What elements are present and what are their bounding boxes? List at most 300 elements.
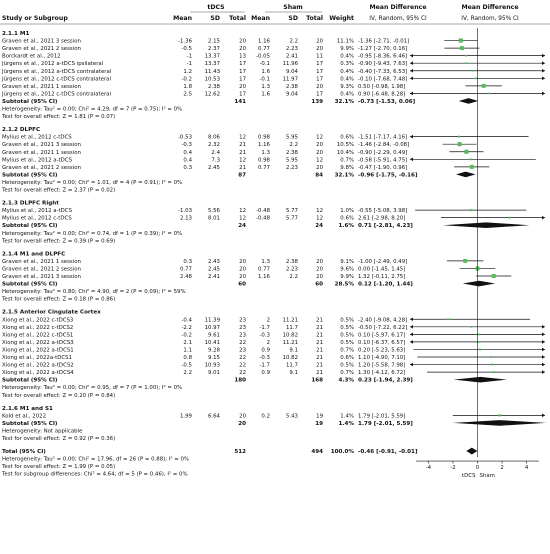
header-group-tdcs: tDCS xyxy=(207,4,225,11)
weight: 0.5% xyxy=(340,317,354,324)
stat-note: Test for subgroup differences: Chi² = 4.64, df = 5 (P = 0.46), I² = 0% xyxy=(2,471,188,478)
ci-text: 0.10 [-6.37, 6.57] xyxy=(358,339,406,346)
total-1: 60 xyxy=(238,281,246,288)
favours-right-label: Sham xyxy=(479,473,495,480)
weight: 0.6% xyxy=(340,355,354,361)
study-label: Jürgens et al., 2012 c-tDCS contralateral xyxy=(2,91,111,98)
point-estimate xyxy=(464,150,468,154)
point-estimate xyxy=(460,46,464,50)
sd-2: 5.95 xyxy=(285,157,298,164)
sd-1: 2.43 xyxy=(207,258,220,265)
point-estimate xyxy=(458,136,460,138)
ci-text: -0.50 [-7.22, 6.22] xyxy=(358,324,408,331)
mean-2: -0.05 xyxy=(256,53,270,60)
sd-2: 10.82 xyxy=(282,332,298,339)
study-label: Xiong et al., 2022 a-tDCS3 xyxy=(2,339,74,346)
total-1: 17 xyxy=(239,91,246,98)
total-diamond xyxy=(466,448,477,455)
mean-1: -1.36 xyxy=(178,38,192,45)
weight: 0.7% xyxy=(340,370,354,377)
study-label: Mylius et al., 2012 c-tDCS xyxy=(2,134,72,141)
total-2: 21 xyxy=(316,317,323,324)
sd-1: 5.56 xyxy=(207,208,220,215)
mean-2: 0.9 xyxy=(261,370,270,377)
sd-2: 5.77 xyxy=(285,208,298,215)
sd-2: 2.23 xyxy=(285,164,298,171)
mean-2: 0.9 xyxy=(261,347,270,354)
weight: 32.1% xyxy=(334,98,354,105)
point-estimate xyxy=(465,55,467,57)
point-estimate xyxy=(466,62,468,64)
tick-label: -2 xyxy=(450,465,456,472)
ci-arrow xyxy=(410,92,413,96)
sd-1: 9.61 xyxy=(207,332,220,339)
mean-1: -0.53 xyxy=(178,134,192,141)
sd-1: 9.01 xyxy=(207,370,220,377)
total-2: 19 xyxy=(316,413,323,420)
mean-2: 0.2 xyxy=(261,413,270,420)
total-2: 17 xyxy=(316,91,323,98)
subtotal-diamond xyxy=(454,377,507,383)
weight: 0.7% xyxy=(340,347,354,354)
sd-1: 10.93 xyxy=(204,362,220,369)
header-total-1: Total xyxy=(229,15,246,22)
point-estimate xyxy=(463,259,467,263)
weight: 0.3% xyxy=(340,61,354,68)
mean-2: 1.6 xyxy=(261,91,270,98)
ci-arrow xyxy=(410,333,413,337)
mean-2: 0.77 xyxy=(257,46,270,53)
point-estimate xyxy=(492,274,496,278)
stat-note: Heterogeneity: Tau² = 0.80; Chi² = 4.90, df = 2 (P = 0.09); I² = 59% xyxy=(2,289,186,296)
sd-2: 2.2 xyxy=(289,274,298,280)
sd-2: 5.43 xyxy=(285,413,298,420)
sd-1: 2.4 xyxy=(211,149,220,156)
mean-2: 2 xyxy=(266,317,270,324)
total-1: 13 xyxy=(239,53,246,60)
subtotal-label: Subtotal (95% CI) xyxy=(2,281,58,288)
study-label: Xiong et al., 2022 c-tDCS1 xyxy=(2,332,74,339)
weight: 1.4% xyxy=(338,420,354,427)
total-2: 19 xyxy=(315,420,323,427)
stat-note: Heterogeneity: Tau² = 0.00; Chi² = 17.96, df = 26 (P = 0.88); I² = 0% xyxy=(2,456,190,463)
ci-text: 0.12 [-1.20, 1.44] xyxy=(358,281,413,288)
study-label: Jürgens et al., 2012 a-tDCS ipsilateral xyxy=(2,61,104,68)
point-estimate xyxy=(447,318,449,320)
study-label: Xiong et al., 2022 a-tDCS1 xyxy=(2,347,74,354)
total-2: 12 xyxy=(316,134,323,141)
total-2: 17 xyxy=(316,76,323,83)
sd-1: 2.45 xyxy=(207,266,220,273)
total-1: 21 xyxy=(239,149,246,156)
sd-2: 2.38 xyxy=(285,83,298,90)
total-2: 168 xyxy=(311,377,323,384)
ci-arrow xyxy=(542,77,545,81)
total-1: 23 xyxy=(239,317,246,324)
ci-text: 0.90 [-6.48, 8.28] xyxy=(358,91,406,98)
stat-note: Test for overall effect: Z = 0.92 (P = 0.36) xyxy=(2,436,116,442)
weight: 0.6% xyxy=(340,215,354,222)
ci-arrow xyxy=(542,325,545,329)
total-2: 12 xyxy=(316,215,323,222)
mean-1: 2.2 xyxy=(183,370,192,377)
sd-1: 10.53 xyxy=(204,76,220,83)
mean-2: -1.7 xyxy=(259,362,270,369)
mean-1: 2.5 xyxy=(183,91,192,98)
ci-arrow xyxy=(410,340,413,344)
forest-rows xyxy=(1,28,546,478)
ci-text: 0.00 [-1.45, 1.45] xyxy=(358,266,406,273)
mean-2: 1.16 xyxy=(257,274,270,280)
ci-arrow xyxy=(410,69,413,73)
point-estimate xyxy=(459,38,463,42)
point-estimate xyxy=(498,414,500,416)
stat-note: Heterogeneity: Tau² = 0.00; Chi² = 0.95, df = 7 (P = 1.00); I² = 0% xyxy=(2,385,183,392)
subtotal-label: Subtotal (95% CI) xyxy=(2,377,58,384)
sd-1: 2.41 xyxy=(207,274,220,280)
tick-label: 2 xyxy=(500,465,504,472)
total-2: 20 xyxy=(316,258,323,265)
stat-note: Test for overall effect: Z = 1.81 (P = 0.07) xyxy=(2,114,116,121)
subtotal-label: Subtotal (95% CI) xyxy=(2,172,58,179)
weight: 9.1% xyxy=(340,258,354,265)
mean-2: 1.16 xyxy=(257,38,270,45)
mean-1: -0.3 xyxy=(181,142,192,149)
ci-arrow xyxy=(542,370,545,374)
header-md-left: Mean Difference xyxy=(369,4,427,11)
ci-text: -0.96 [-1.75, -0.16] xyxy=(358,172,418,179)
x-axis xyxy=(416,461,539,479)
point-estimate xyxy=(482,84,486,88)
ci-arrow xyxy=(410,317,413,321)
sd-2: 2.2 xyxy=(289,38,298,45)
point-estimate xyxy=(458,142,462,146)
mean-2: -0.48 xyxy=(256,208,270,215)
mean-2: 1.3 xyxy=(261,83,270,90)
total-1: 21 xyxy=(239,142,246,149)
weight: 28.5% xyxy=(334,281,354,288)
ci-text: 1.30 [-4.12, 6.72] xyxy=(358,370,406,377)
total-2: 494 xyxy=(311,449,323,456)
ci-text: 1.10 [-4.90, 7.10] xyxy=(358,355,406,361)
ci-text: -0.90 [-2.29, 0.49] xyxy=(358,149,408,156)
ci-arrow xyxy=(542,216,545,220)
ci-text: 1.32 [-0.11, 2.75] xyxy=(358,274,406,280)
study-label: Graven et al., 2021 1 session xyxy=(2,149,81,156)
total-1: 22 xyxy=(239,362,246,369)
ci-text: 0.20 [-5.23, 5.63] xyxy=(358,347,406,354)
ci-text: -0.73 [-1.53, 0.06] xyxy=(358,98,416,105)
ci-arrow xyxy=(542,69,545,73)
study-label: Graven et al., 2021 1 session xyxy=(2,83,81,90)
study-label: Jürgens et al., 2012 c-tDCS contralateral xyxy=(2,76,111,83)
mean-1: 1.8 xyxy=(183,83,192,90)
total-1: 20 xyxy=(239,413,246,420)
study-label: Mylius et al., 2012 a-tDCS xyxy=(2,157,72,164)
sd-2: 5.77 xyxy=(285,215,298,222)
weight: 1.0% xyxy=(340,208,354,215)
total-2: 17 xyxy=(316,68,323,75)
total-2: 21 xyxy=(316,332,323,339)
sd-2: 11.96 xyxy=(282,61,298,68)
subgroup-title: 2.1.2 DLPFC xyxy=(2,127,41,134)
total-1: 22 xyxy=(239,339,246,346)
header-total-2: Total xyxy=(306,15,323,22)
study-label: Graven et al., 2021 2 session xyxy=(2,164,81,171)
total-1: 141 xyxy=(234,98,246,105)
point-estimate xyxy=(470,326,472,328)
ci-arrow xyxy=(410,363,413,367)
total-1: 20 xyxy=(239,38,246,45)
mean-2: 1.3 xyxy=(261,258,270,265)
mean-1: 0.3 xyxy=(183,258,192,265)
weight: 11.1% xyxy=(336,38,354,45)
total-2: 21 xyxy=(316,347,323,354)
point-estimate xyxy=(478,333,480,335)
weight: 0.7% xyxy=(340,157,354,164)
stat-note: Test for overall effect: Z = 0.39 (P = 0.69) xyxy=(2,238,116,245)
ci-arrow xyxy=(542,92,545,96)
weight: 0.5% xyxy=(340,339,354,346)
weight: 0.5% xyxy=(340,324,354,331)
sd-2: 10.82 xyxy=(282,355,298,361)
mean-1: 1.1 xyxy=(183,347,192,354)
weight: 4.3% xyxy=(338,377,354,384)
stat-note: Test for overall effect: Z = 1.99 (P = 0.05) xyxy=(2,464,116,471)
ci-arrow xyxy=(410,54,413,58)
sd-2: 11.7 xyxy=(285,362,298,369)
subtotal-label: Subtotal (95% CI) xyxy=(2,98,58,105)
ci-arrow xyxy=(410,158,413,162)
subtotal-diamond xyxy=(456,172,476,178)
sd-1: 9.15 xyxy=(207,355,220,361)
subtotal-diamond xyxy=(463,281,495,287)
sd-1: 11.43 xyxy=(204,68,220,75)
sd-1: 2.38 xyxy=(207,83,220,90)
total-2: 20 xyxy=(316,274,323,280)
mean-1: 0.8 xyxy=(183,355,192,361)
total-1: 12 xyxy=(239,215,246,222)
total-2: 20 xyxy=(316,46,323,53)
header-weight: Weight xyxy=(329,15,354,22)
ci-arrow xyxy=(542,348,545,352)
weight: 9.8% xyxy=(340,164,354,171)
total-2: 24 xyxy=(315,223,323,230)
subgroup-title: 2.1.4 M1 and DLPFC xyxy=(2,251,66,258)
subgroup-title: 2.1.3 DLPFC Right xyxy=(2,200,59,207)
stat-note: Test for overall effect: Z = 0.20 (P = 0.84) xyxy=(2,392,116,399)
weight: 0.4% xyxy=(340,76,354,83)
mean-1: -1 xyxy=(186,53,192,60)
header-sd-2: SD xyxy=(288,15,298,22)
total-1: 21 xyxy=(239,164,246,171)
study-label: Xiong et al., 2022 c-tDCS3 xyxy=(2,317,74,324)
study-label: Graven et al., 2021 1 session xyxy=(2,258,81,265)
total-2: 60 xyxy=(315,281,323,288)
total-2: 12 xyxy=(316,208,323,215)
ci-text: -0.46 [-0.91, -0.01] xyxy=(358,449,418,456)
total-2: 12 xyxy=(316,157,323,164)
weight: 9.3% xyxy=(340,83,354,90)
total-2: 84 xyxy=(315,172,323,179)
total-1: 22 xyxy=(239,370,246,377)
ci-text: 0.23 [-1.94, 2.39] xyxy=(358,377,413,384)
mean-1: -1 xyxy=(186,61,192,68)
total-2: 21 xyxy=(316,324,323,331)
weight: 0.5% xyxy=(340,362,354,369)
weight: 10.5% xyxy=(336,142,354,149)
ci-arrow xyxy=(542,340,545,344)
mean-1: -0.5 xyxy=(181,362,192,369)
mean-2: -1.7 xyxy=(259,324,270,331)
ci-arrow xyxy=(542,355,545,359)
mean-2: 1.16 xyxy=(257,142,270,149)
sd-2: 2.23 xyxy=(285,46,298,53)
header-study: Study or Subgroup xyxy=(2,15,68,22)
sd-1: 10.97 xyxy=(204,324,220,331)
total-1: 20 xyxy=(239,266,246,273)
sd-1: 11.39 xyxy=(204,317,220,324)
point-estimate xyxy=(491,364,493,366)
sd-1: 2.45 xyxy=(207,164,220,171)
total-label: Total (95% CI) xyxy=(2,449,46,456)
stat-note: Heterogeneity: Tau² = 0.00; Chi² = 4.29, df = 7 (P = 0.75); I² = 0% xyxy=(2,106,183,113)
total-2: 20 xyxy=(316,38,323,45)
weight: 9.6% xyxy=(340,266,354,273)
weight: 0.5% xyxy=(340,332,354,339)
header-md-right-sub: IV, Random, 95% CI xyxy=(461,16,519,22)
total-1: 180 xyxy=(234,377,246,384)
mean-2: 0.98 xyxy=(257,134,270,141)
subgroup-title: 2.1.6 M1 and S1 xyxy=(2,405,53,412)
mean-2: 0.77 xyxy=(257,164,270,171)
sd-1: 10.41 xyxy=(204,339,220,346)
point-estimate xyxy=(472,70,474,72)
study-label: Xiong et al., 2022 c-tDCS2 xyxy=(2,324,74,331)
weight: 0.4% xyxy=(340,53,354,60)
point-estimate xyxy=(469,158,471,160)
ci-text: -0.58 [-5.91, 4.75] xyxy=(358,157,408,164)
ci-text: 1.20 [-5.58, 7.98] xyxy=(358,362,406,369)
mean-1: -0.5 xyxy=(181,46,192,53)
mean-1: 2.13 xyxy=(179,215,192,222)
sd-2: 11.97 xyxy=(282,76,298,83)
subtotal-diamond xyxy=(443,222,529,228)
sd-2: 5.95 xyxy=(285,134,298,141)
ci-text: -0.90 [-9.43, 7.63] xyxy=(358,61,408,68)
mean-1: 2.1 xyxy=(183,339,192,346)
mean-2: 1.3 xyxy=(261,149,270,156)
point-estimate xyxy=(478,341,480,343)
subgroup-title: 2.1.1 M1 xyxy=(2,31,30,37)
sd-1: 2.37 xyxy=(207,46,220,53)
weight: 0.4% xyxy=(340,68,354,75)
mean-1: -2.2 xyxy=(181,324,192,331)
sd-1: 6.64 xyxy=(207,413,220,420)
sd-2: 11.21 xyxy=(282,339,298,346)
total-2: 20 xyxy=(316,83,323,90)
total-2: 17 xyxy=(316,61,323,68)
sd-2: 2.2 xyxy=(289,142,298,149)
study-label: Graven et al., 2021 3 session xyxy=(2,142,81,149)
total-1: 20 xyxy=(239,274,246,280)
total-1: 12 xyxy=(239,157,246,164)
study-label: Graven et al., 2021 2 session xyxy=(2,46,81,53)
ci-text: 0.71 [-2.81, 4.23] xyxy=(358,223,413,230)
sd-1: 7.3 xyxy=(211,157,220,164)
tick-label: -4 xyxy=(425,465,432,472)
study-label: Xiong et al., 2022a-tDCS1 xyxy=(2,355,72,361)
study-label: Xiong et al., 2022 a-tDCS4 xyxy=(2,370,74,377)
stat-note: Heterogeneity: Tau² = 0.00; Chi² = 0.74, df = 1 (P = 0.39); I² = 0% xyxy=(2,230,183,237)
total-1: 23 xyxy=(239,347,246,354)
study-label: Jürgens et al., 2012 a-tDCS contralateral xyxy=(2,68,112,75)
subtotal-diamond xyxy=(459,98,479,104)
study-label: Xiong et al., 2022 a-tDCS2 xyxy=(2,362,74,369)
ci-arrow xyxy=(542,363,545,367)
sd-2: 9.1 xyxy=(289,347,298,354)
total-1: 20 xyxy=(238,420,246,427)
mean-2: 2 xyxy=(266,339,270,346)
mean-1: 0.4 xyxy=(183,157,192,164)
sd-1: 13.37 xyxy=(204,61,220,68)
sd-1: 12.62 xyxy=(204,91,220,98)
point-estimate xyxy=(479,348,481,350)
sd-1: 2.15 xyxy=(207,38,220,45)
total-1: 20 xyxy=(239,258,246,265)
ci-text: -0.10 [-7.68, 7.48] xyxy=(358,76,408,83)
study-label: Graven et al., 2021 3 session xyxy=(2,38,81,45)
tick-label: 0 xyxy=(475,465,480,472)
header-mean-2: Mean xyxy=(251,15,270,22)
ci-arrow xyxy=(542,61,545,65)
mean-2: 0.77 xyxy=(257,266,270,273)
sd-1: 9.28 xyxy=(207,347,220,354)
study-label: Kold et al., 2022 xyxy=(2,413,47,420)
mean-1: 0.77 xyxy=(179,266,192,273)
sd-2: 9.1 xyxy=(289,370,298,377)
mean-2: 1.6 xyxy=(261,68,270,75)
ci-text: -1.36 [-2.71, -0.01] xyxy=(358,38,410,45)
study-label: Graven et al., 2021 3 session xyxy=(2,274,81,280)
total-1: 12 xyxy=(239,134,246,141)
header-sd-1: SD xyxy=(210,15,220,22)
total-1: 23 xyxy=(239,332,246,339)
total-1: 512 xyxy=(234,449,246,456)
total-2: 21 xyxy=(316,362,323,369)
ci-text: -1.00 [-2.49, 0.49] xyxy=(358,258,408,265)
sd-2: 11.7 xyxy=(285,324,298,331)
mean-1: -0.2 xyxy=(181,332,192,339)
favours-left-label: tDCS xyxy=(462,473,476,480)
weight: 1.4% xyxy=(340,413,354,420)
weight: 1.6% xyxy=(338,223,354,230)
mean-2: -0.3 xyxy=(259,332,270,339)
ci-text: 0.50 [-0.98, 1.98] xyxy=(358,83,406,90)
subtotal-label: Subtotal (95% CI) xyxy=(2,223,58,230)
point-estimate xyxy=(509,217,511,219)
sd-2: 2.38 xyxy=(285,258,298,265)
sd-2: 2.23 xyxy=(285,266,298,273)
total-2: 20 xyxy=(316,266,323,273)
sd-1: 8.06 xyxy=(207,134,220,141)
ci-text: 2.61 [-2.98, 8.20] xyxy=(358,215,406,222)
weight: 32.1% xyxy=(334,172,354,179)
tick-label: 4 xyxy=(524,465,529,472)
total-1: 17 xyxy=(239,68,246,75)
total-2: 20 xyxy=(316,164,323,171)
mean-1: 1.99 xyxy=(179,413,192,420)
